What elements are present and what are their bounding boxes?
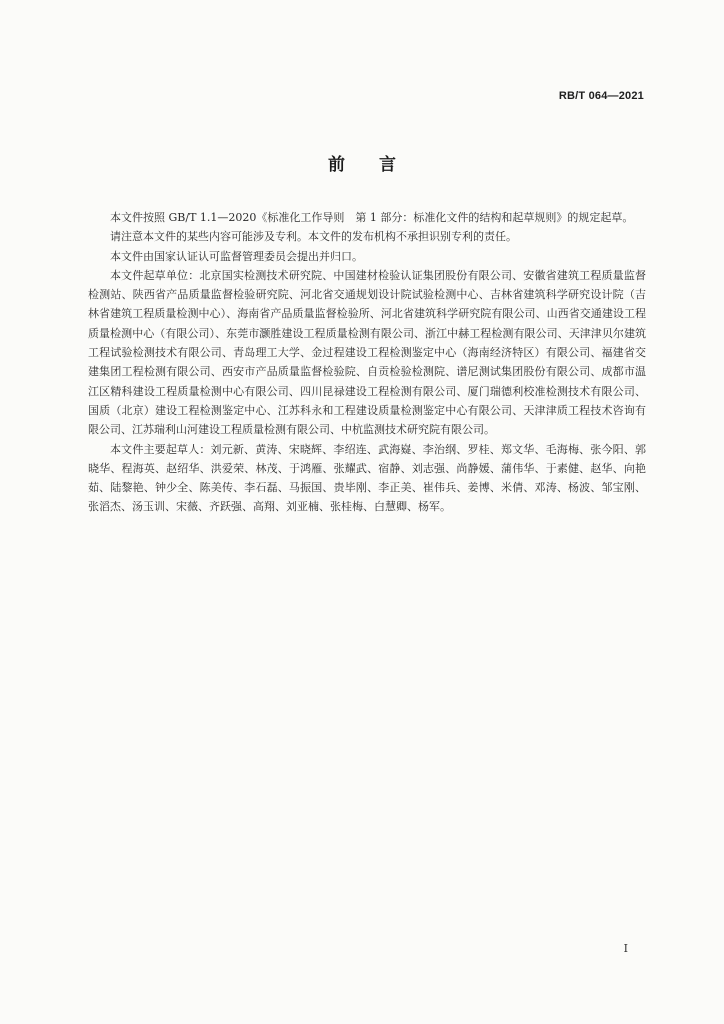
page-title: 前言 <box>328 155 430 175</box>
page-number: I <box>623 942 628 955</box>
paragraph-drafting-rules: 本文件按照 GB/T 1.1—2020《标准化工作导则 第 1 部分：标准化文件的结构和起草规则》的规定起草。 <box>110 211 634 224</box>
standard-number: RB/T 064—2021 <box>558 90 644 102</box>
paragraph-patent-notice: 请注意本文件的某些内容可能涉及专利。本文件的发布机构不承担识别专利的责任。 <box>110 230 517 244</box>
paragraph-drafters: 本文件主要起草人：刘元新、黄涛、宋晓辉、李绍连、武海嶷、李治纲、罗桂、郑文华、毛海梅、张今阳、郭晓华、程海英、赵绍华、洪爱荣、林茂、于鸿雁、张耀武、宿静、刘志强、尚静媛、蒲伟华、于素健、赵华、向艳茹、陆黎艳、钟少全、陈美传、李石磊、马振国、贵毕刚、李正美、崔伟兵、姜博、米倩、邓涛、杨波、邹宝刚、张滔杰、汤玉训、宋薇、齐跃强、高翔、刘亚楠、张桂梅、白慧卿、杨军。 <box>88 442 646 514</box>
paragraph-drafting-units: 本文件起草单位：北京国实检测技术研究院、中国建材检验认证集团股份有限公司、安徽省建筑工程质量监督检测站、陕西省产品质量监督检验研究院、河北省交通规划设计院试验检测中心、吉林省建筑科学研究设计院（吉林省建筑工程质量检测中心）、海南省产品质量监督检验所、河北省建筑科学研究院有限公司、山西省交通建设工程质量检测中心（有限公司）、东莞市灏胜建设工程质量检测有限公司、浙江中赫工程检测有限公司、天津津贝尔建筑工程试验检测技术有限公司、青岛理工大学、金过程建设工程检测鉴定中心（海南经济特区）有限公司、福建省交建集团工程检测有限公司、西安市产品质量监督检验院、自贡检验检测院、谱尼测试集团股份有限公司、成都市温江区精科建设工程质量检测中心有限公司、四川昆禄建设工程检测有限公司、厦门瑞德利校准检测技术有限公司、国质（北京）建设工程检测鉴定中心、江苏科永和工程建设质量检测鉴定中心有限公司、天津津质工程技术咨询有限公司、江苏瑞利山河建设工程质量检测有限公司、中杭监测技术研究院有限公司。 <box>88 268 646 437</box>
paragraph-proposer: 本文件由国家认证认可监督管理委员会提出并归口。 <box>110 249 363 263</box>
document-body <box>88 208 646 517</box>
